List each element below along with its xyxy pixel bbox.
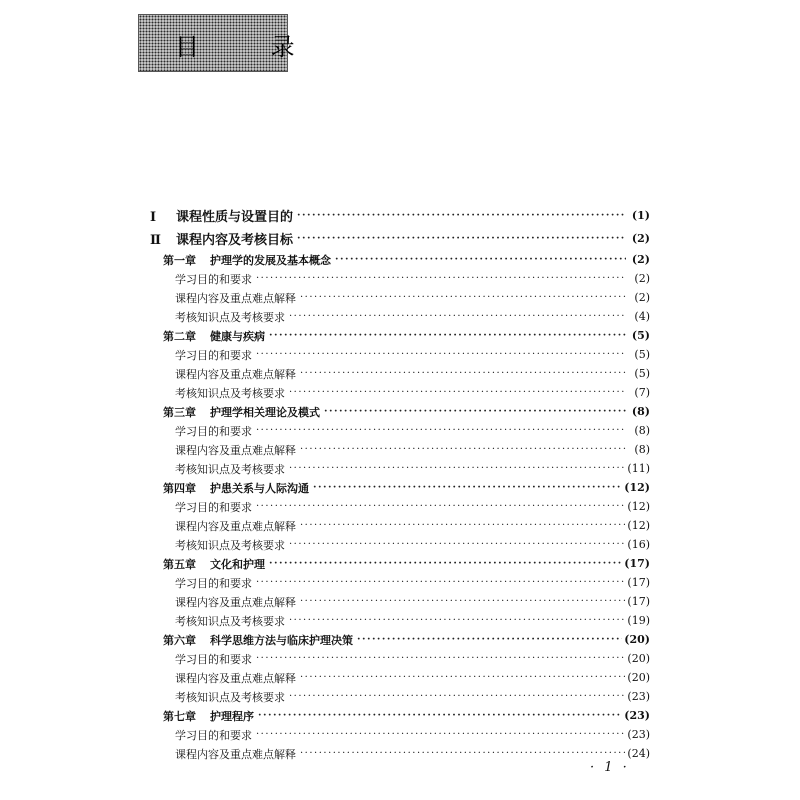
toc-entry-section[interactable] bbox=[175, 725, 650, 744]
leader-dots bbox=[300, 668, 625, 687]
entry-title: 课程内容及重点难点解释 bbox=[175, 671, 296, 685]
toc-entry-section[interactable] bbox=[175, 668, 650, 687]
toc-entry-chapter-1[interactable] bbox=[163, 250, 650, 269]
entry-page: (5) bbox=[634, 367, 650, 380]
leader-dots bbox=[256, 573, 625, 592]
toc-heading: 目 录 bbox=[175, 33, 327, 61]
toc-entry-part-2[interactable] bbox=[150, 229, 650, 248]
toc-entry-section[interactable] bbox=[175, 459, 650, 478]
entry-title: 课程内容及考核目标 bbox=[176, 233, 294, 248]
entry-page: (8) bbox=[631, 405, 650, 418]
entry-page: (23) bbox=[627, 690, 650, 703]
toc-entry-chapter-3[interactable] bbox=[163, 402, 650, 421]
leader-dots bbox=[256, 649, 625, 668]
toc-entry-section[interactable] bbox=[175, 535, 650, 554]
leader-dots bbox=[256, 269, 626, 288]
leader-dots bbox=[300, 288, 626, 307]
entry-page: (23) bbox=[627, 728, 650, 741]
leader-dots bbox=[335, 250, 626, 269]
entry-page: (8) bbox=[634, 443, 650, 456]
entry-title: 学习目的和要求 bbox=[175, 348, 252, 362]
leader-dots bbox=[269, 326, 626, 345]
leader-dots bbox=[300, 592, 625, 611]
entry-title: 课程内容及重点难点解释 bbox=[175, 747, 296, 761]
chapter-number: 第六章 bbox=[163, 633, 196, 647]
leader-dots bbox=[289, 687, 625, 706]
toc-heading-box bbox=[138, 14, 327, 72]
entry-title: 文化和护理 bbox=[210, 557, 265, 571]
entry-page: (7) bbox=[634, 386, 650, 399]
leader-dots bbox=[297, 229, 626, 248]
entry-title: 护患关系与人际沟通 bbox=[210, 481, 309, 495]
entry-title: 课程内容及重点难点解释 bbox=[175, 367, 296, 381]
toc-entry-section[interactable] bbox=[175, 573, 650, 592]
toc-entry-section[interactable] bbox=[175, 592, 650, 611]
leader-dots bbox=[289, 535, 625, 554]
toc-entry-section[interactable] bbox=[175, 288, 650, 307]
entry-title: 学习目的和要求 bbox=[175, 728, 252, 742]
entry-page: (11) bbox=[627, 462, 650, 475]
entry-title: 考核知识点及考核要求 bbox=[175, 538, 285, 552]
leader-dots bbox=[289, 459, 625, 478]
leader-dots bbox=[300, 744, 625, 763]
leader-dots bbox=[256, 345, 626, 364]
toc-entry-section[interactable] bbox=[175, 744, 650, 763]
chapter-number: 第三章 bbox=[163, 405, 196, 419]
entry-title: 学习目的和要求 bbox=[175, 652, 252, 666]
entry-page: (20) bbox=[627, 652, 650, 665]
entry-title: 考核知识点及考核要求 bbox=[175, 690, 285, 704]
part-numeral: Ⅰ bbox=[150, 210, 157, 225]
entry-title: 课程内容及重点难点解释 bbox=[175, 519, 296, 533]
toc-entry-chapter-5[interactable] bbox=[163, 554, 650, 573]
leader-dots bbox=[269, 554, 622, 573]
leader-dots bbox=[297, 206, 626, 225]
leader-dots bbox=[256, 421, 626, 440]
toc-entry-section[interactable] bbox=[175, 364, 650, 383]
entry-page: (12) bbox=[627, 519, 650, 532]
entry-page: (5) bbox=[634, 348, 650, 361]
entry-page: (19) bbox=[627, 614, 650, 627]
entry-page: (23) bbox=[624, 709, 650, 722]
entry-page: (4) bbox=[634, 310, 650, 323]
chapter-number: 第七章 bbox=[163, 709, 196, 723]
toc-entry-chapter-7[interactable] bbox=[163, 706, 650, 725]
leader-dots bbox=[289, 611, 625, 630]
entry-title: 护理程序 bbox=[210, 709, 254, 723]
leader-dots bbox=[258, 706, 622, 725]
entry-title: 考核知识点及考核要求 bbox=[175, 462, 285, 476]
entry-page: (2) bbox=[631, 232, 650, 245]
entry-page: (2) bbox=[634, 291, 650, 304]
entry-title: 课程内容及重点难点解释 bbox=[175, 595, 296, 609]
entry-title: 学习目的和要求 bbox=[175, 576, 252, 590]
toc-entry-chapter-6[interactable] bbox=[163, 630, 650, 649]
page-number: · 1 · bbox=[590, 760, 630, 775]
entry-page: (17) bbox=[624, 557, 650, 570]
chapter-number: 第二章 bbox=[163, 329, 196, 343]
entry-title: 考核知识点及考核要求 bbox=[175, 386, 285, 400]
chapter-number: 第一章 bbox=[163, 253, 196, 267]
entry-title: 学习目的和要求 bbox=[175, 500, 252, 514]
toc-entry-section[interactable] bbox=[175, 440, 650, 459]
toc-entry-section[interactable] bbox=[175, 497, 650, 516]
entry-page: (20) bbox=[627, 671, 650, 684]
toc-entry-section[interactable] bbox=[175, 345, 650, 364]
leader-dots bbox=[324, 402, 626, 421]
leader-dots bbox=[300, 364, 626, 383]
entry-title: 考核知识点及考核要求 bbox=[175, 310, 285, 324]
entry-page: (17) bbox=[627, 576, 650, 589]
entry-title: 学习目的和要求 bbox=[175, 272, 252, 286]
entry-page: (2) bbox=[634, 272, 650, 285]
entry-title: 护理学相关理论及模式 bbox=[210, 405, 320, 419]
entry-title: 护理学的发展及基本概念 bbox=[210, 253, 331, 267]
part-numeral: Ⅱ bbox=[150, 233, 161, 248]
entry-page: (12) bbox=[624, 481, 650, 494]
toc-entry-section[interactable] bbox=[175, 383, 650, 402]
toc-entry-section[interactable] bbox=[175, 649, 650, 668]
leader-dots bbox=[289, 383, 626, 402]
toc-entry-section[interactable] bbox=[175, 269, 650, 288]
entry-page: (20) bbox=[624, 633, 650, 646]
entry-title: 考核知识点及考核要求 bbox=[175, 614, 285, 628]
entry-page: (5) bbox=[631, 329, 650, 342]
toc-entry-chapter-2[interactable] bbox=[163, 326, 650, 345]
leader-dots bbox=[357, 630, 622, 649]
toc-entry-section[interactable] bbox=[175, 687, 650, 706]
entry-title: 课程内容及重点难点解释 bbox=[175, 443, 296, 457]
entry-title: 健康与疾病 bbox=[210, 329, 265, 343]
toc-entry-section[interactable] bbox=[175, 421, 650, 440]
entry-page: (17) bbox=[627, 595, 650, 608]
entry-page: (16) bbox=[627, 538, 650, 551]
chapter-number: 第五章 bbox=[163, 557, 196, 571]
entry-page: (1) bbox=[631, 209, 650, 222]
toc-entry-part-1[interactable] bbox=[150, 206, 650, 225]
leader-dots bbox=[256, 725, 625, 744]
toc-entry-section[interactable] bbox=[175, 307, 650, 326]
leader-dots bbox=[289, 307, 626, 326]
entry-title: 课程内容及重点难点解释 bbox=[175, 291, 296, 305]
toc-entry-chapter-4[interactable] bbox=[163, 478, 650, 497]
entry-title: 学习目的和要求 bbox=[175, 424, 252, 438]
entry-page: (8) bbox=[634, 424, 650, 437]
entry-title: 科学思维方法与临床护理决策 bbox=[210, 633, 353, 647]
leader-dots bbox=[313, 478, 622, 497]
leader-dots bbox=[300, 440, 626, 459]
entry-page: (12) bbox=[627, 500, 650, 513]
entry-title: 课程性质与设置目的 bbox=[176, 210, 294, 225]
leader-dots bbox=[300, 516, 625, 535]
chapter-number: 第四章 bbox=[163, 481, 196, 495]
toc-entry-section[interactable] bbox=[175, 516, 650, 535]
toc-entry-section[interactable] bbox=[175, 611, 650, 630]
entry-page: (24) bbox=[627, 747, 650, 760]
entry-page: (2) bbox=[631, 253, 650, 266]
leader-dots bbox=[256, 497, 625, 516]
